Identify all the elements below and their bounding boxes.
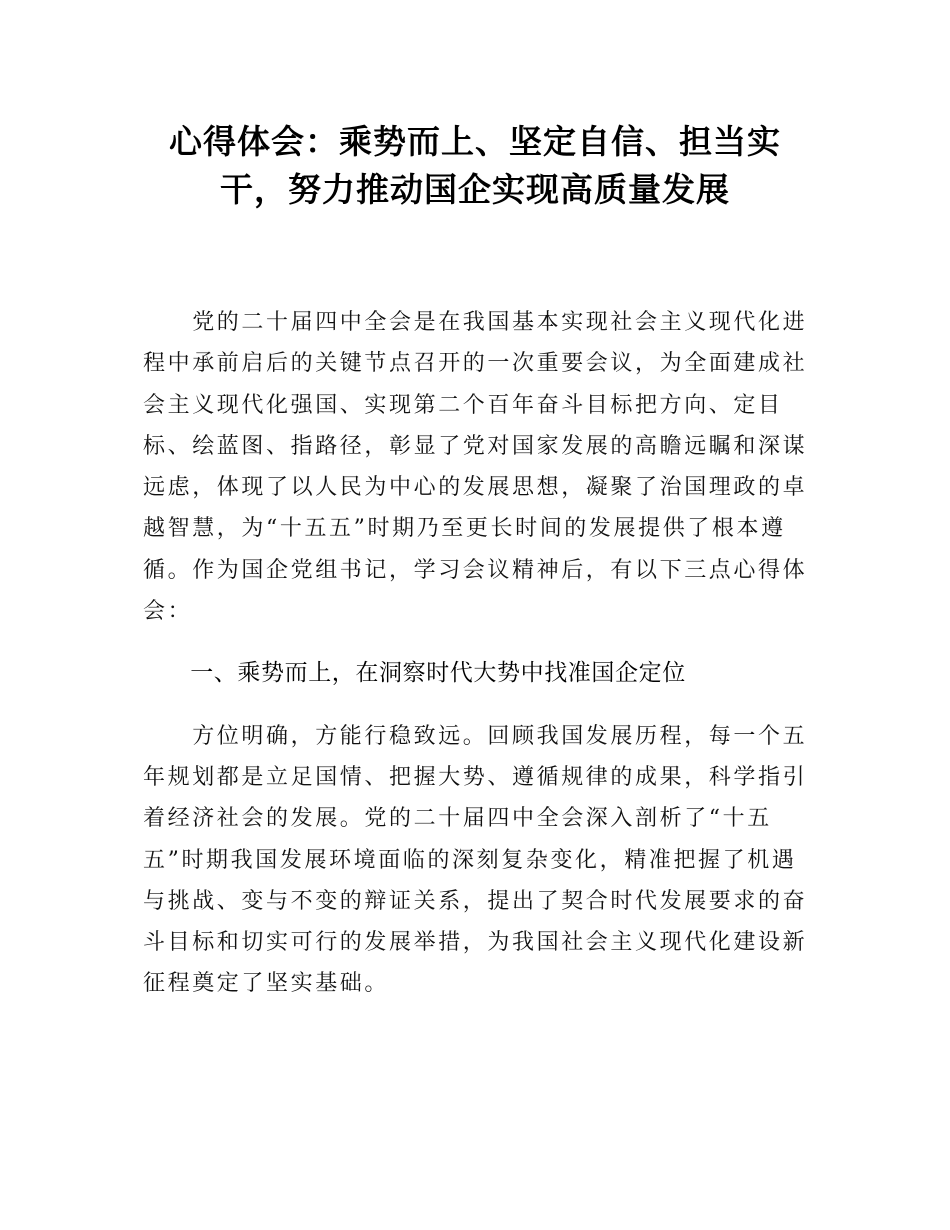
text-line: 着经济社会的发展。党的二十届四中全会深入剖析了“十五 <box>143 806 772 832</box>
text-line: 党的二十届四中全会是在我国基本实现社会主义现代化进 <box>143 310 808 335</box>
text-line: 远虑，体现了以人民为中心的发展思想，凝聚了治国理政的卓 <box>143 475 808 501</box>
text-line: 年规划都是立足国情、把握大势、遵循规律的成果，科学指引 <box>143 764 808 790</box>
paragraph-intro <box>143 302 813 632</box>
text-line: 与挑战、变与不变的辩证关系，提出了契合时代发展要求的奋 <box>143 888 808 914</box>
text-line: 越智慧，为“十五五”时期乃至更长时间的发展提供了根本遵 <box>143 516 786 542</box>
text-line: 会主义现代化强国、实现第二个百年奋斗目标把方向、定目 <box>143 392 783 418</box>
text-line: 五”时期我国发展环境面临的深刻复杂变化，精准把握了机遇 <box>143 847 797 873</box>
title-line-2: 干，努力推动国企实现高质量发展 <box>220 170 730 209</box>
paragraph-gap <box>143 695 813 716</box>
text-line: 程中承前启后的关键节点召开的一次重要会议，为全面建成社 <box>143 351 808 377</box>
text-line: 标、绘蓝图、指路径，彰显了党对国家发展的高瞻远瞩和深谋 <box>143 433 808 459</box>
text-line: 循。作为国企党组书记，学习会议精神后，有以下三点心得体 <box>143 557 808 583</box>
paragraph-gap <box>143 632 813 653</box>
text-line: 征程奠定了坚实基础。 <box>143 971 390 997</box>
section-heading-1: 一、乘势而上，在洞察时代大势中找准国企定位 <box>143 660 686 687</box>
paragraph-section-1 <box>143 716 813 1005</box>
title-line-1: 心得体会：乘势而上、坚定自信、担当实 <box>169 122 781 161</box>
document-body <box>143 302 813 1005</box>
text-line: 斗目标和切实可行的发展举措，为我国社会主义现代化建设新 <box>143 930 808 956</box>
text-line: 会： <box>143 599 193 625</box>
text-line: 方位明确，方能行稳致远。回顾我国发展历程，每一个五 <box>143 723 808 749</box>
document-title <box>100 118 850 214</box>
